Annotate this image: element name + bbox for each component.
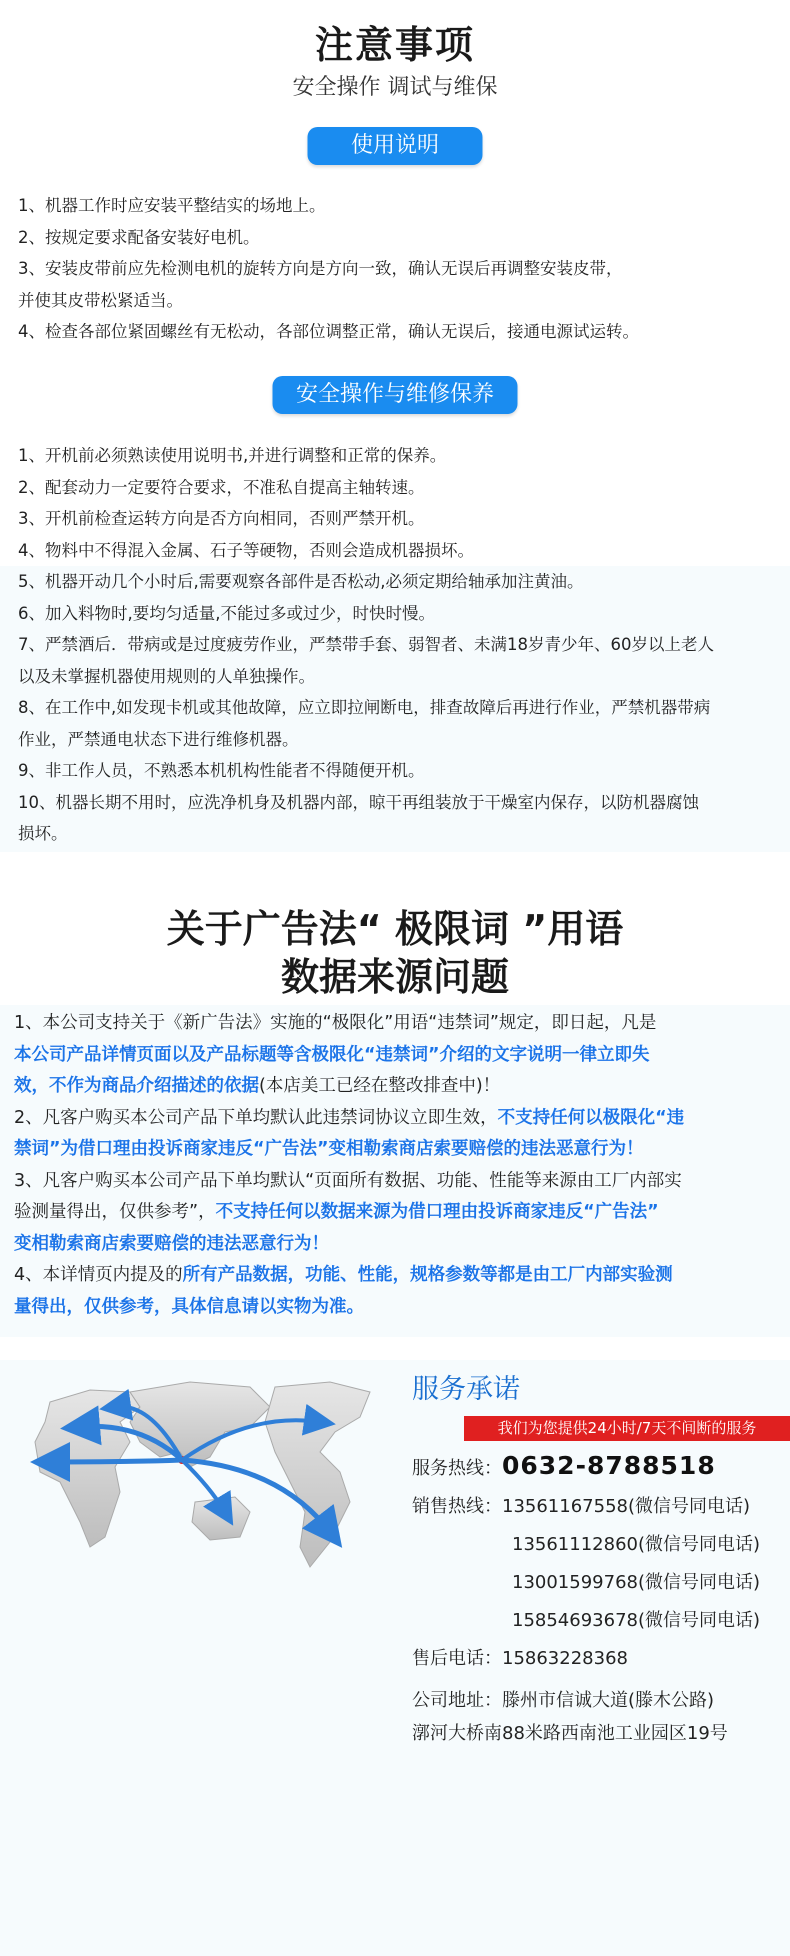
service-title: 服务承诺 <box>412 1374 520 1405</box>
ad-highlight: 不支持任何以数据来源为借口理由投诉商家违反“广告法” <box>215 1202 659 1222</box>
ad-highlight: 本公司产品详情页面以及产品标题等含极限化“违禁词”介绍的文字说明一律立即失 <box>14 1044 650 1065</box>
hotline-label: 服务热线： <box>412 1458 502 1479</box>
list-item: 损坏。 <box>18 824 68 843</box>
ad-highlight: 禁词”为借口理由投诉商家违反“广告法”变相勒索商店索要赔偿的违法恶意行为！ <box>14 1139 644 1159</box>
ad-law-title <box>0 905 790 1001</box>
list-item: 9、非工作人员，不熟悉本机机构性能者不得随便开机。 <box>18 761 425 780</box>
aftersale-label: 售后电话： <box>412 1648 502 1669</box>
list-item: 并使其皮带松紧适当。 <box>18 290 183 310</box>
ad-highlight: 量得出，仅供参考，具体信息请以实物为准。 <box>14 1296 364 1317</box>
list-item: 1、机器工作时应安装平整结实的场地上。 <box>18 196 326 215</box>
continent-americas <box>265 1382 370 1567</box>
address-label: 公司地址： <box>412 1690 502 1711</box>
service-hotline-row <box>412 1447 790 1488</box>
route-arrow <box>50 1460 182 1462</box>
ad-law-body <box>14 1008 776 1323</box>
sales-number: 13001599768(微信号同电话) <box>512 1572 761 1593</box>
ad-highlight: 效，不作为商品介绍描述的依据 <box>14 1076 259 1096</box>
aftersale-number: 15863228368 <box>502 1648 628 1669</box>
page-title: 注意事项 <box>314 23 475 67</box>
ad-highlight: 变相勒索商店索要赔偿的违法恶意行为！ <box>14 1233 329 1254</box>
list-item: 7、严禁酒后．带病或是过度疲劳作业，严禁带手套、弱智者、未满18岁青少年、60岁以上老人 <box>18 635 714 654</box>
list-item: 2、按规定要求配备安装好电机。 <box>18 227 260 247</box>
ad-text: 3、凡客户购买本公司产品下单均默认“页面所有数据、功能、性能等来源由工厂内部实 <box>14 1170 682 1191</box>
ad-law-title-line1: 关于广告法“ 极限词 ”用语 <box>166 907 624 951</box>
hotline-number: 0632-8788518 <box>502 1451 716 1480</box>
continent-asia <box>130 1382 270 1467</box>
sales-number: 15854693678(微信号同电话) <box>512 1610 761 1631</box>
ad-para-4 <box>14 1260 776 1323</box>
usage-instructions-list <box>18 190 778 348</box>
sales-number: 13561167558(微信号同电话) <box>502 1496 751 1517</box>
list-item: 以及未掌握机器使用规则的人单独操作。 <box>18 666 315 686</box>
aftersale-row <box>412 1640 790 1678</box>
list-item: 5、机器开动几个小时后,需要观察各部件是否松动,必须定期给轴承加注黄油。 <box>18 572 584 591</box>
list-item: 3、开机前检查运转方向是否方向相同，否则严禁开机。 <box>18 509 425 528</box>
list-item: 6、加入料物时,要均匀适量,不能过多或过少，时快时慢。 <box>18 603 435 623</box>
ad-para-3 <box>14 1166 776 1261</box>
list-item: 1、开机前必须熟读使用说明书,并进行调整和正常的保养。 <box>18 446 447 465</box>
list-item: 2、配套动力一定要符合要求，不准私自提高主轴转速。 <box>18 477 425 497</box>
sales-number: 13561112860(微信号同电话) <box>512 1534 761 1555</box>
list-item: 8、在工作中,如发现卡机或其他故障，应立即拉闸断电，排查故障后再进行作业，严禁机器带病 <box>18 698 711 717</box>
ad-law-title-line2: 数据来源问题 <box>280 955 509 999</box>
continent-africa-europe <box>35 1390 140 1547</box>
ad-para-1 <box>14 1008 776 1103</box>
world-map-illustration <box>20 1372 390 1622</box>
ad-text: 验测量得出，仅供参考”， <box>14 1202 216 1222</box>
ad-text: 2、凡客户购买本公司产品下单均默认此违禁词协议立即生效， <box>14 1107 498 1128</box>
address-row <box>412 1684 790 1717</box>
service-panel <box>412 1372 790 1750</box>
ad-para-2 <box>14 1103 776 1166</box>
ad-text: 4、本详情页内提及的 <box>14 1265 183 1285</box>
safety-maintenance-list <box>18 440 778 850</box>
page-subtitle: 安全操作 调试与维保 <box>292 75 498 100</box>
sales-row <box>412 1488 790 1526</box>
ad-highlight: 不支持任何以极限化“违 <box>497 1107 685 1128</box>
service-banner: 我们为您提供24小时/7天不间断的服务 <box>464 1416 790 1441</box>
ad-text: 1、本公司支持关于《新广告法》实施的“极限化”用语“违禁词”规定，即日起，凡是 <box>14 1013 657 1033</box>
ad-text: (本店美工已经在整改排查中)！ <box>259 1076 501 1096</box>
list-item: 4、物料中不得混入金属、石子等硬物，否则会造成机器损坏。 <box>18 540 474 560</box>
ad-highlight: 所有产品数据，功能、性能，规格参数等都是由工厂内部实验测 <box>182 1265 673 1285</box>
usage-instructions-pill: 使用说明 <box>308 127 483 165</box>
safety-maintenance-pill: 安全操作与维修保养 <box>273 376 518 414</box>
address-line2: 漷河大桥南88米路西南池工业园区19号 <box>412 1723 728 1744</box>
list-item: 3、安装皮带前应先检测电机的旋转方向是方向一致，确认无误后再调整安装皮带， <box>18 259 623 278</box>
list-item: 10、机器长期不用时，应洗净机身及机器内部，晾干再组装放于干燥室内保存，以防机器腐蚀 <box>18 792 699 812</box>
list-item: 作业，严禁通电状态下进行维修机器。 <box>18 729 299 749</box>
sales-label: 销售热线： <box>412 1496 502 1517</box>
address-line1: 滕州市信诚大道(滕木公路) <box>502 1690 715 1711</box>
list-item: 4、检查各部位紧固螺丝有无松动，各部位调整正常，确认无误后，接通电源试运转。 <box>18 322 639 341</box>
